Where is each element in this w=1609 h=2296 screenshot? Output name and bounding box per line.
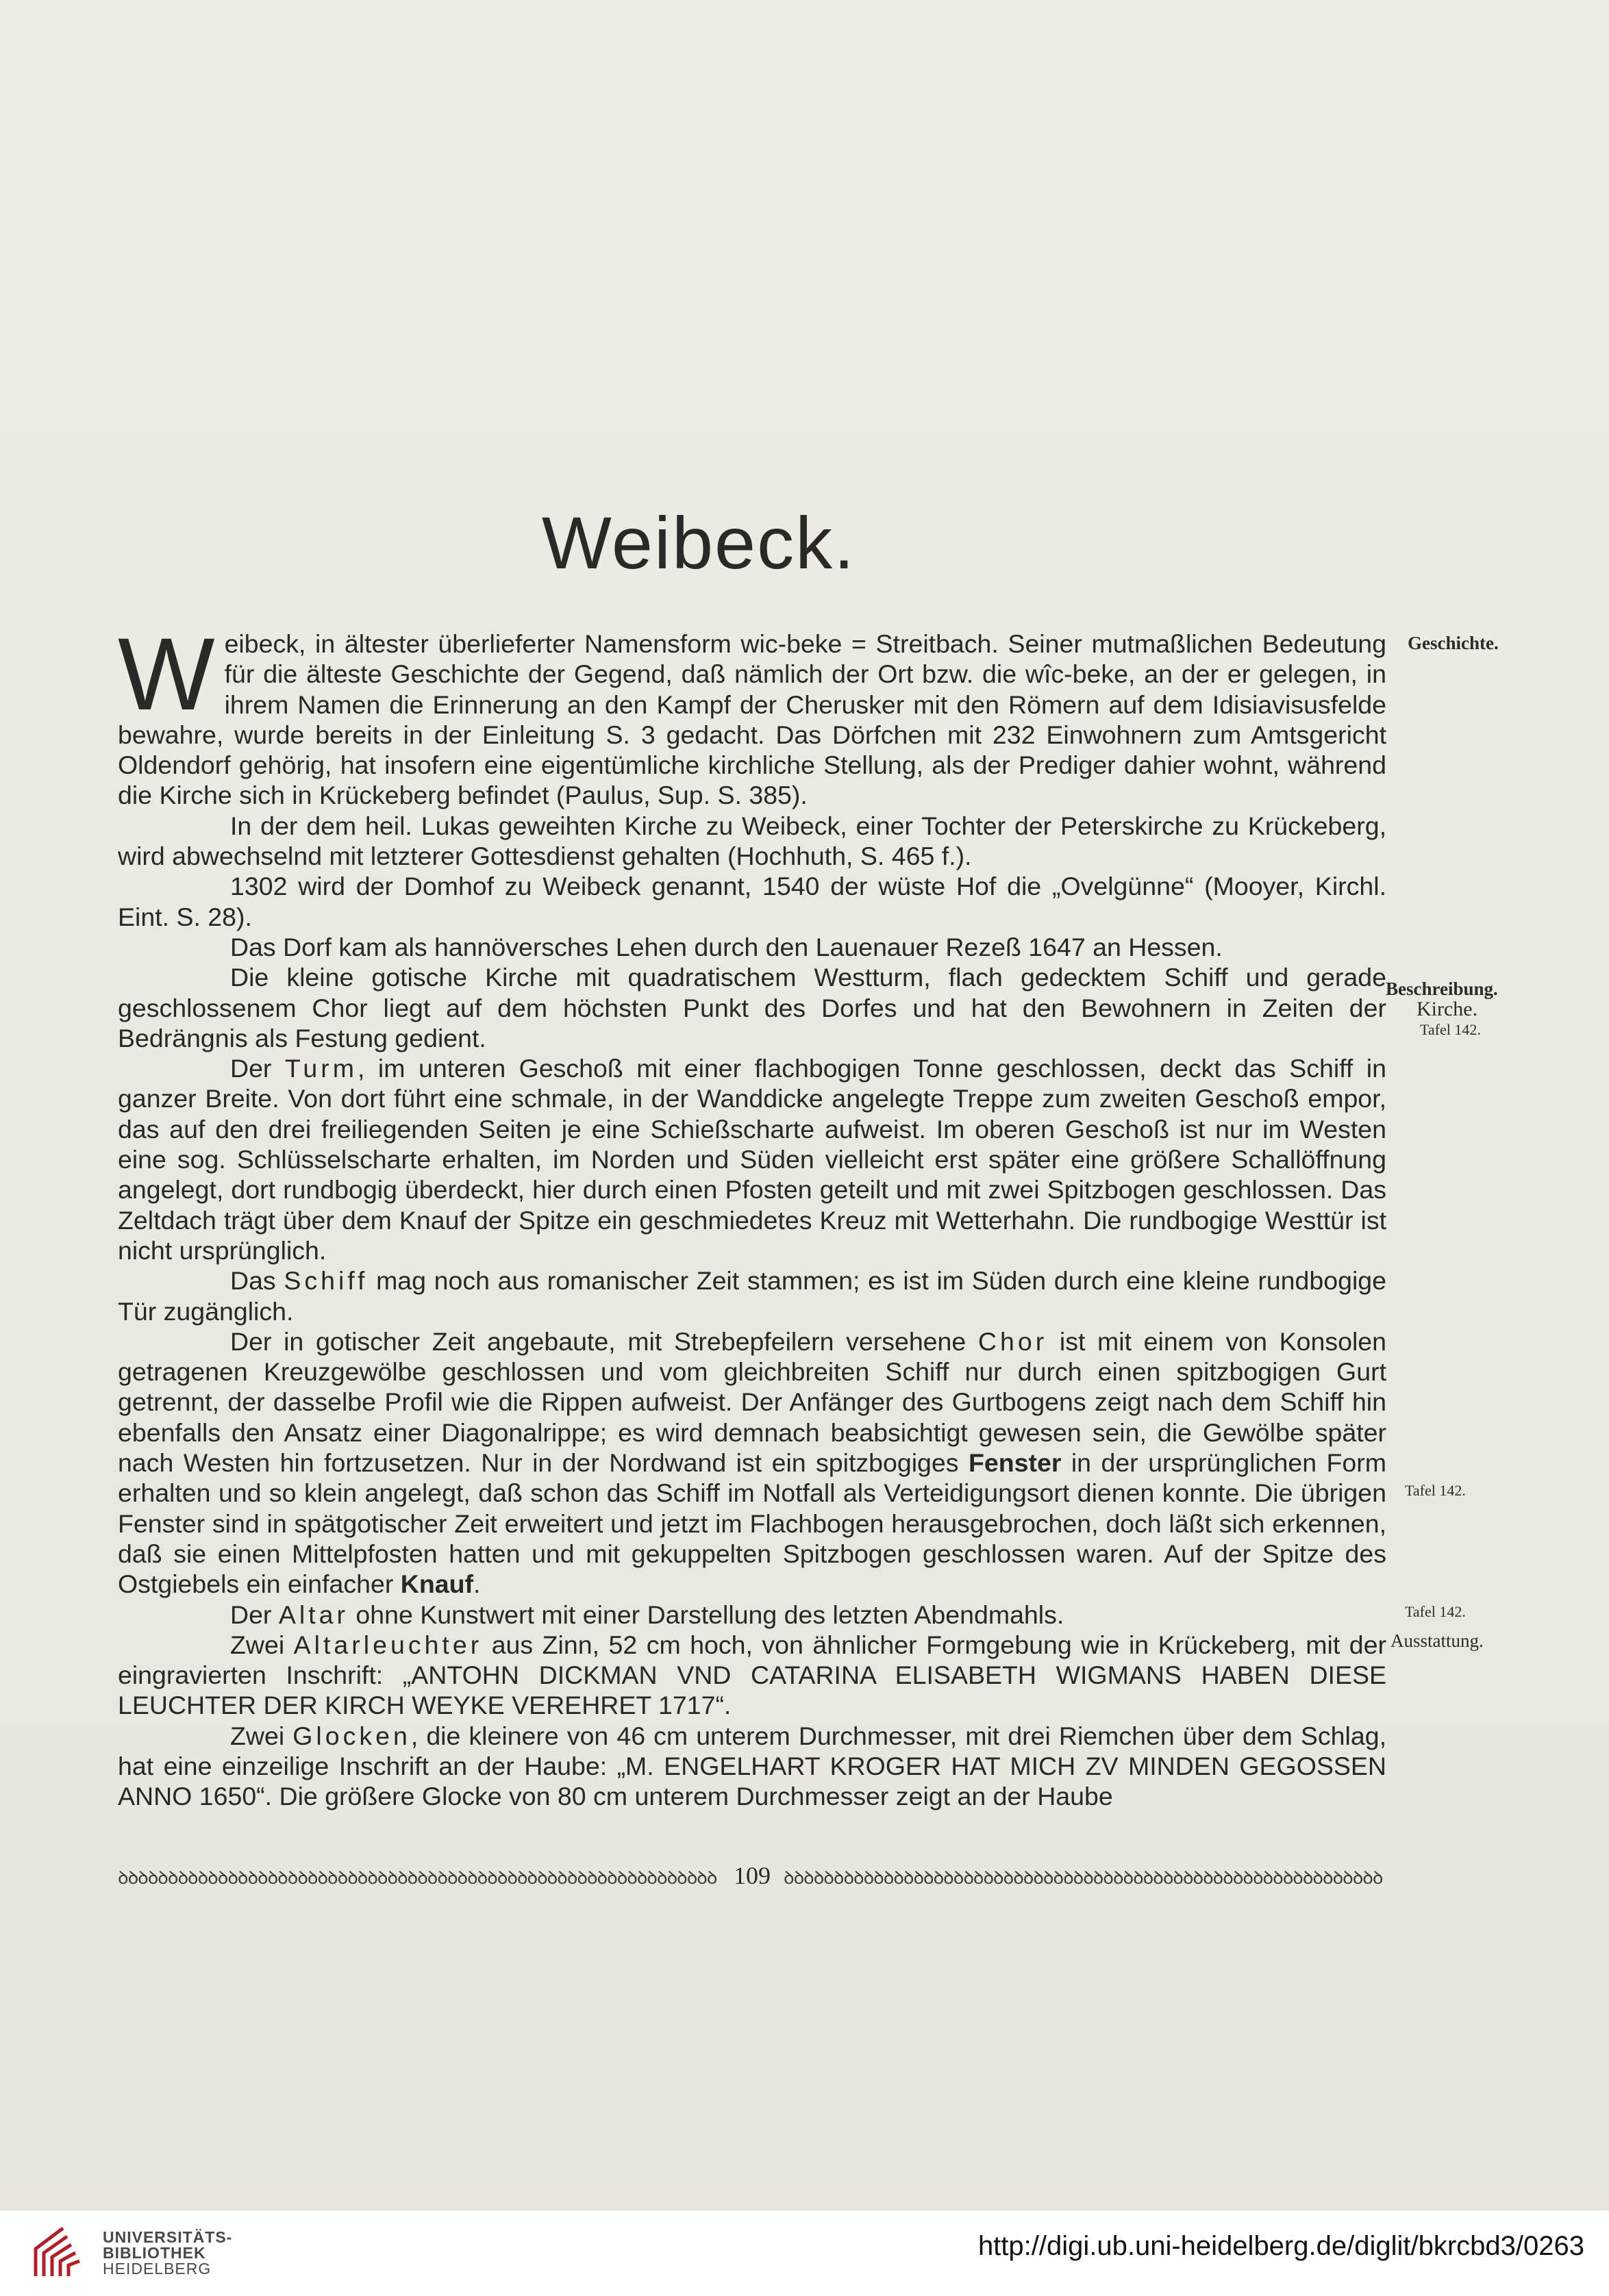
page-title: Weibeck. [541, 501, 856, 584]
margin-note-beschreibung: Beschreibung. [1386, 979, 1498, 999]
margin-note-kirche: Kirche. [1417, 998, 1478, 1020]
paragraph-11: Zwei Glocken, die kleinere von 46 cm unterem Durchmesser, mit drei Riemchen über dem Schlag, hat eine einzeilige Inschrift an der Haube: „M. ENGELHART KROGER HAT MICH ZV MINDEN GEGOSSEN ANNO 1650“. Die größere Glocke von 80 cm unterem Durchmesser zeigt an der Haube [118, 1721, 1386, 1811]
ornament-left: ꝺꝺꝺꝺꝺꝺꝺꝺꝺꝺꝺꝺꝺꝺꝺꝺꝺꝺꝺꝺꝺꝺꝺꝺꝺꝺꝺꝺꝺꝺꝺꝺꝺꝺꝺꝺꝺꝺꝺꝺꝺꝺꝺꝺꝺꝺꝺꝺꝺꝺꝺꝺꝺꝺꝺꝺꝺꝺꝺꝺ [118, 1871, 717, 1886]
margin-note-geschichte: Geschichte. [1408, 633, 1499, 653]
paragraph-10: Zwei Altarleuchter aus Zinn, 52 cm hoch, von ähnlicher Formgebung wie in Krückeberg, mit der eingravierten Inschrift: „ANTOHN DICKMAN VND CATARINA ELISABETH WIGMANS HABEN DIESE LEUCHTER DER KIRCH WEYKE VEREHRET 1717“. [118, 1630, 1386, 1720]
institution-name: UNIVERSITÄTS- BIBLIOTHEK HEIDELBERG [103, 2228, 233, 2278]
spaced-term: Altarleuchter [293, 1630, 483, 1659]
margin-note-tafel-1: Tafel 142. [1420, 1021, 1481, 1038]
margin-note-tafel-2: Tafel 142. [1405, 1482, 1466, 1499]
spaced-term: Chor [977, 1326, 1048, 1356]
page-footer [118, 1861, 1386, 1902]
paragraph-7: Das Schiff mag noch aus romanischer Zeit stammen; es ist im Süden durch eine kleine rundbogige Tür zugänglich. [118, 1266, 1386, 1326]
spaced-term: Schiff [284, 1266, 369, 1296]
paragraph-3: 1302 wird der Domhof zu Weibeck genannt, 1540 der wüste Hof die „Ovelgünne“ (Mooyer, Kirchl. Eint. S. 28). [118, 872, 1386, 931]
paragraph-1: Weibeck, in ältester überlieferter Namensform wic-beke = Streitbach. Seiner mutmaßlichen Bedeutung für die älteste Geschichte der Gegend, daß nämlich der Ort bzw. die wîc-beke, an der er gelegen, in ihrem Namen die Erinnerung an den Kampf der Cherusker mit den Römern auf dem Idisiavisusfelde bewahre, wurde bereits in der Einleitung S. 3 gedacht. Das Dörfchen mit 232 Einwohnern zum Amtsgericht Oldendorf gehörig, hat insofern eine eigentümliche kirchliche Stellung, als der Prediger dahier wohnt, während die Kirche sich in Krückeberg befindet (Paulus, Sup. S. 385). [118, 616, 1386, 810]
margin-note-tafel-3: Tafel 142. [1405, 1603, 1466, 1620]
ub-heidelberg-logo-icon [29, 2221, 90, 2283]
main-text [118, 616, 1386, 1812]
bold-term: Knauf [400, 1569, 473, 1599]
ornament-right: ꝺꝺꝺꝺꝺꝺꝺꝺꝺꝺꝺꝺꝺꝺꝺꝺꝺꝺꝺꝺꝺꝺꝺꝺꝺꝺꝺꝺꝺꝺꝺꝺꝺꝺꝺꝺꝺꝺꝺꝺꝺꝺꝺꝺꝺꝺꝺꝺꝺꝺꝺꝺꝺꝺꝺꝺꝺꝺꝺꝺ [784, 1871, 1383, 1886]
paragraph-5: Die kleine gotische Kirche mit quadratischem Westturm, flach gedecktem Schiff und gerade geschlossenem Chor liegt auf dem höchsten Punkt des Dorfes und hat den Bewohnern in Zeiten der Bedrängnis als Festung gedient. [118, 963, 1386, 1052]
paragraph-4: Das Dorf kam als hannöversches Lehen durch den Lauenauer Rezeß 1647 an Hessen. [230, 932, 1223, 961]
drop-cap: W [118, 616, 215, 731]
permalink-url[interactable]: http://digi.ub.uni-heidelberg.de/diglit/bkrcbd3/0263 [977, 2231, 1584, 2261]
paragraph-8: Der in gotischer Zeit angebaute, mit Strebepfeilern versehene Chor ist mit einem von Konsolen getragenen Kreuzgewölbe geschlossen und vom gleichbreiten Schiff nur durch einen spitzbogigen Gurt getrennt, der dasselbe Profil wie die Rippen aufweist. Der Anfänger des Gurtbogens zeigt nach dem Schiff hin ebenfalls den Ansatz einer Diagonalrippe; es wird demnach beabsichtigt gewesen sein, die Gewölbe später nach Westen hin fortzusetzen. Nur in der Nordwand ist ein spitzbogiges Fenster in der ursprünglichen Form erhalten und so klein angelegt, daß schon das Schiff im Notfall als Verteidigungsort dienen konnte. Die übrigen Fenster sind in spätgotischer Zeit erweitert und jetzt im Flachbogen herausgebrochen, doch läßt sich erkennen, daß sie einen Mittelpfosten hatten und mit gekuppelten Spitzbogen geschlossen waren. Auf der Spitze des Ostgiebels ein einfacher Knauf. [118, 1326, 1386, 1599]
spaced-term: Altar [278, 1600, 349, 1629]
margin-note-ausstattung: Ausstattung. [1390, 1630, 1484, 1651]
paragraph-6: Der Turm, im unteren Geschoß mit einer flachbogigen Tonne geschlossen, deckt das Schiff in ganzer Breite. Von dort führt eine schmale, in der Wanddicke angelegte Treppe zum zweiten Geschoß empor, das auf den drei freiliegenden Seiten je eine Schießscharte aufweist. Im oberen Geschoß ist nur im Westen eine sog. Schlüsselscharte erhalten, im Norden und Süden vielleicht erst später eine größere Schallöffnung angelegt, dort rundbogig überdeckt, hier durch einen Pfosten geteilt und mit zwei Spitzbogen geschlossen. Das Zeltdach trägt über dem Knauf der Spitze ein geschmiedetes Kreuz mit Wetterhahn. Die rundbogige Westtür ist nicht ursprünglich. [118, 1054, 1386, 1265]
library-bar [0, 2210, 1609, 2296]
spaced-term: Turm [284, 1054, 358, 1083]
paragraph-9: Der Altar ohne Kunstwert mit einer Darstellung des letzten Abendmahls. [230, 1600, 1064, 1629]
spaced-term: Glocken [292, 1721, 411, 1750]
page-number: 109 [734, 1862, 771, 1889]
bold-term: Fenster [968, 1448, 1062, 1478]
paragraph-2: In der dem heil. Lukas geweihten Kirche zu Weibeck, einer Tochter der Peterskirche zu Krückeberg, wird abwechselnd mit letzterer Gottesdienst gehalten (Hochhuth, S. 465 f.). [118, 811, 1386, 871]
